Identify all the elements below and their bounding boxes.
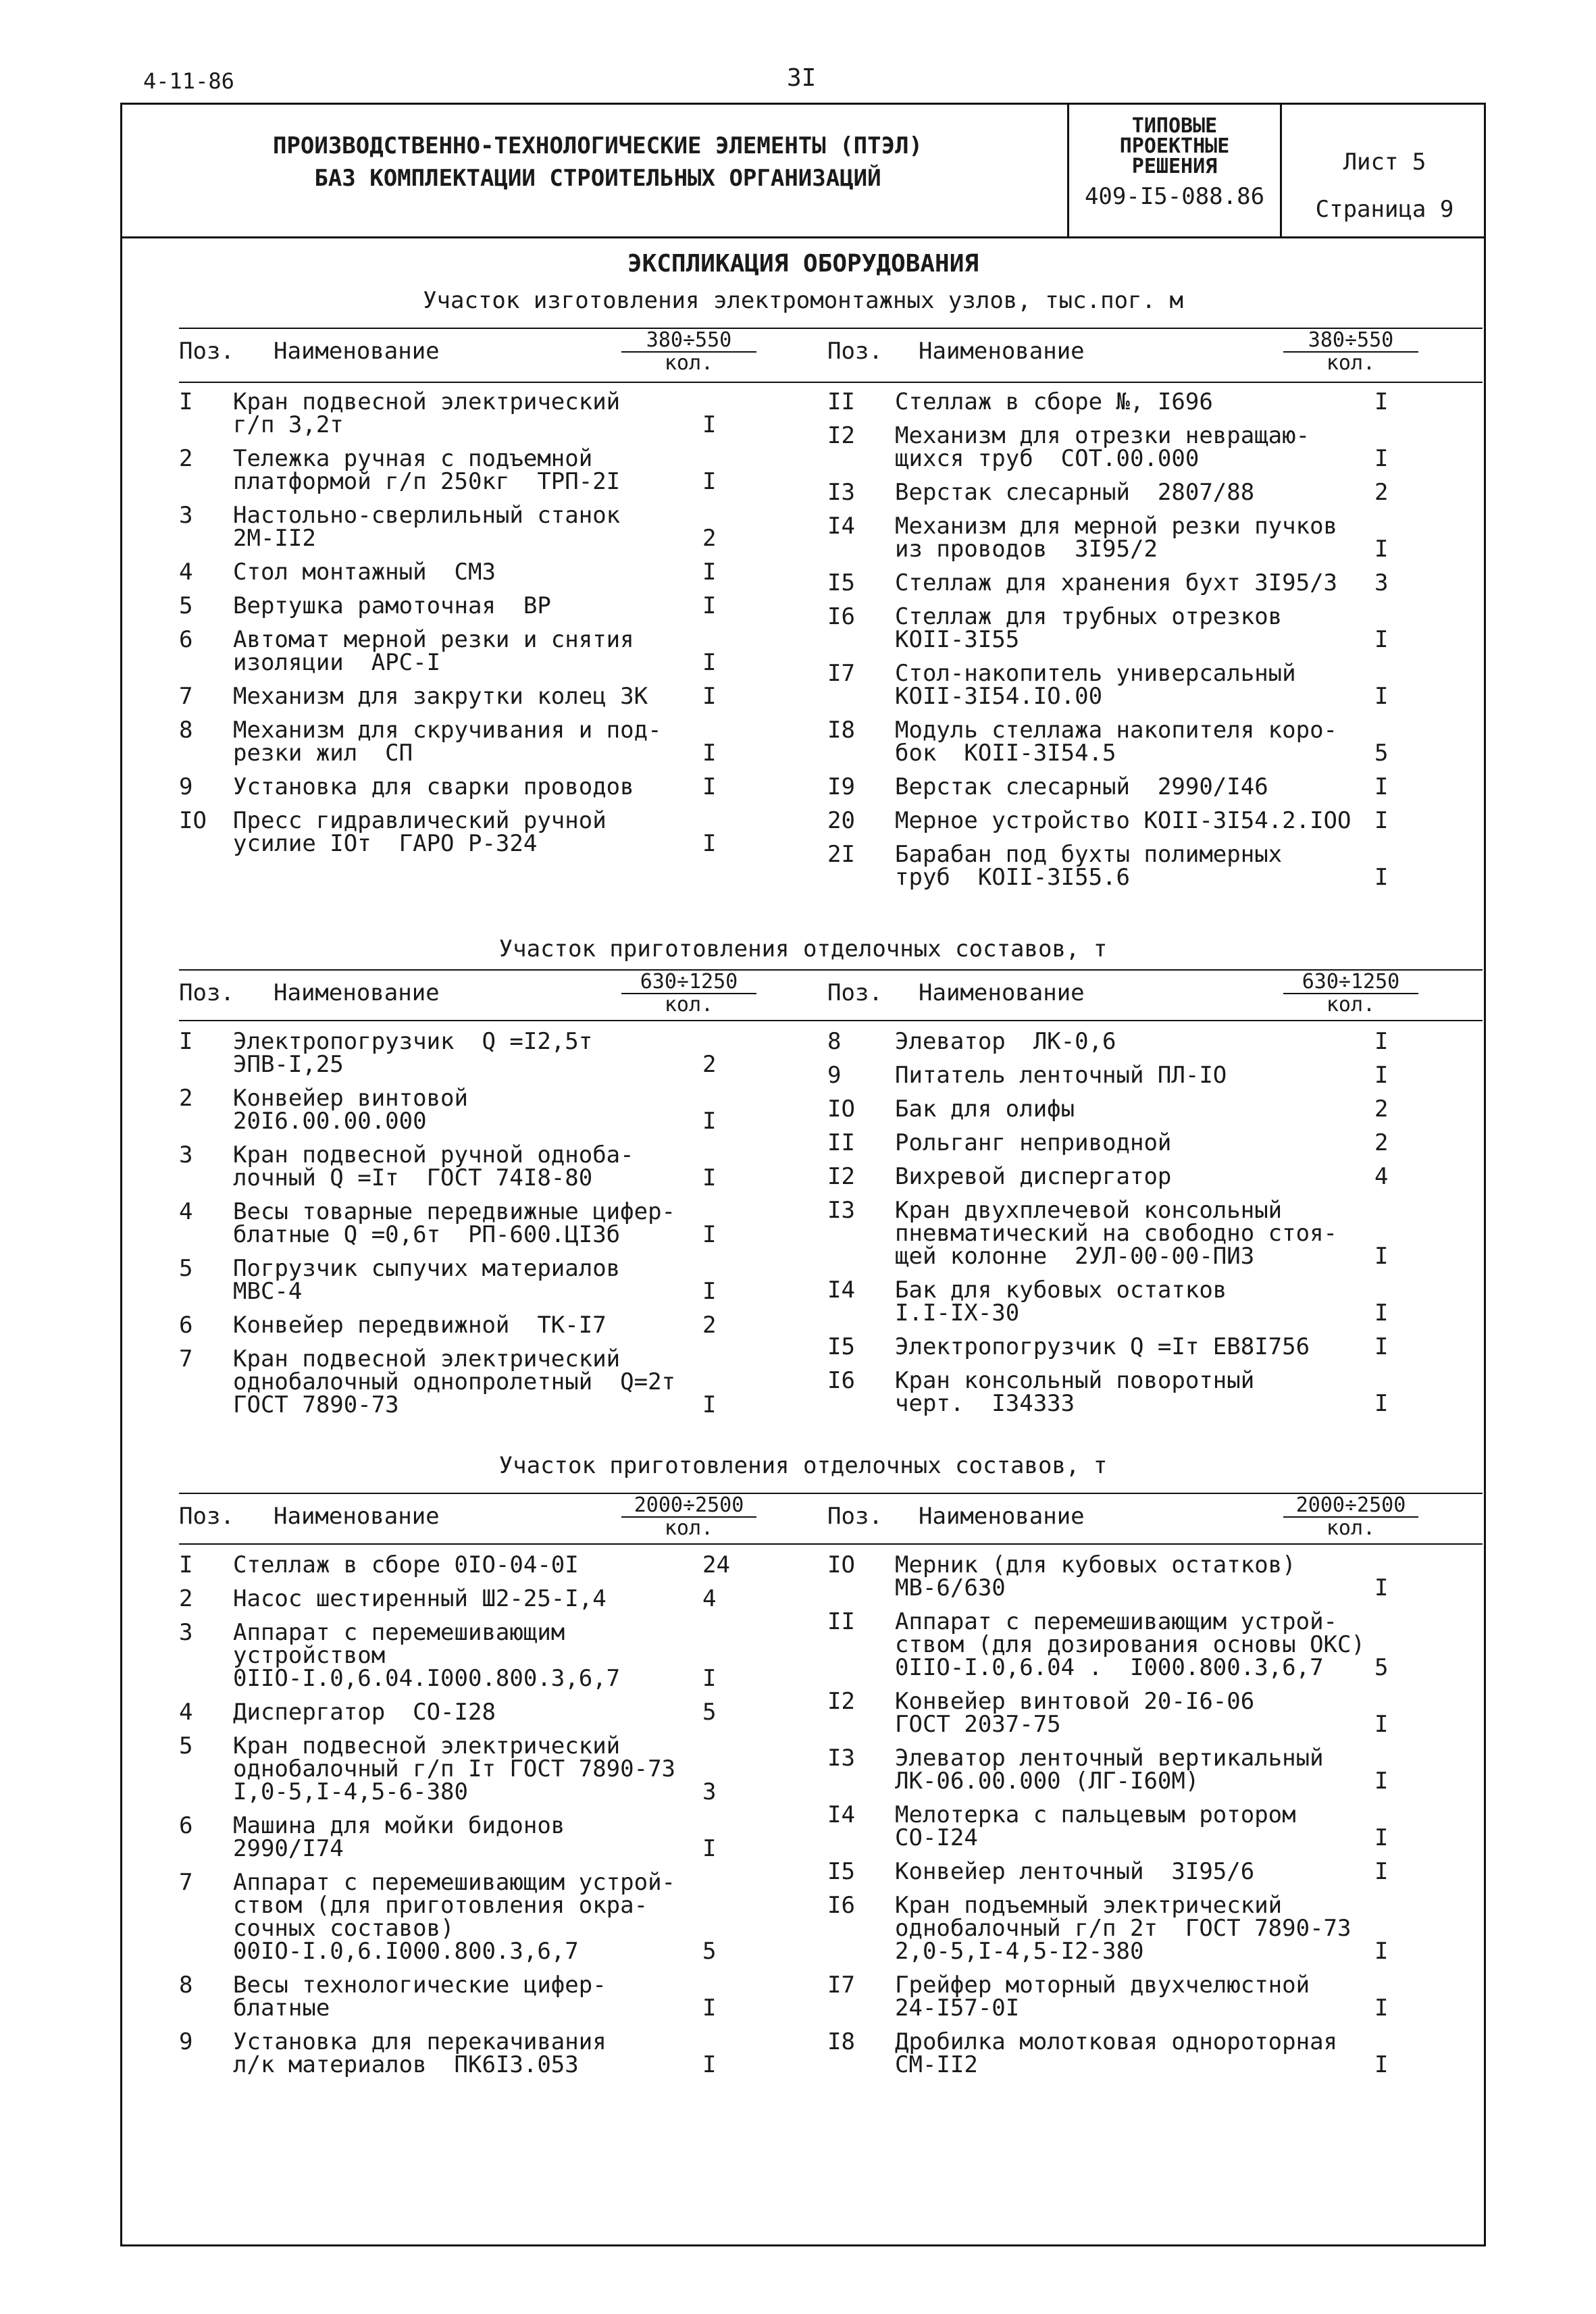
position-number: II [827,1608,855,1635]
page-label: Страница 9 [1315,196,1454,223]
equipment-name: Пресс гидравлический ручной усилие IОт ГАРО Р-324 [233,807,607,857]
position-number: 9 [827,1062,842,1089]
equipment-quantity: I [1374,1390,1389,1417]
equipment-quantity: I [702,1391,717,1418]
table-top-line [179,1493,1483,1494]
equipment-row [179,628,787,674]
equipment-quantity: 4 [1374,1163,1389,1190]
equipment-row [827,515,1462,561]
equipment-quantity: I [702,1221,717,1248]
equipment-row [179,1734,787,1803]
equipment-name: Кран консольный поворотный черт. I34333 [895,1367,1255,1417]
quantity-label: кол. [1326,993,1376,1017]
equipment-name: Машина для мойки бидонов 2990/I74 [233,1812,565,1862]
column-header-name: Наименование [274,979,440,1006]
document-code: 4-11-86 [143,68,234,94]
position-number: I6 [827,1367,855,1394]
title-line-1: ПРОИЗВОДСТВЕННО-ТЕХНОЛОГИЧЕСКИЕ ЭЛЕМЕНТЫ (ПТЭЛ) [272,132,923,159]
position-number: 3 [179,1141,193,1168]
title-block [128,130,1067,195]
position-number: 3 [179,1619,193,1646]
equipment-row [179,719,787,765]
equipment-quantity: I [702,649,717,676]
equipment-name: Конвейер передвижной ТК-I7 [233,1312,607,1339]
equipment-name: Механизм для мерной резки пучков из проводов 3I95/2 [895,513,1338,563]
equipment-quantity: I [702,1108,717,1135]
header-bottom-line [179,1543,1483,1545]
position-number: I6 [827,1892,855,1919]
equipment-quantity: I [1374,626,1389,653]
position-number: 7 [179,1869,193,1896]
quantity-header [1283,971,1418,1016]
equipment-row [179,1314,787,1337]
equipment-quantity: I [1374,683,1389,710]
equipment-quantity: I [1374,388,1389,415]
equipment-quantity: 5 [1374,1654,1389,1681]
position-number: I [179,388,193,415]
column-header-name: Наименование [274,1503,440,1530]
equipment-row [827,719,1462,765]
range-value: 2000÷2500 [1283,1495,1418,1518]
equipment-quantity: I [702,592,717,619]
position-number: 9 [179,2028,193,2055]
equipment-quantity: I [1374,807,1389,834]
equipment-row [179,561,787,584]
column-header-pos: Поз. [827,1503,883,1530]
position-number: II [827,388,855,415]
equipment-name: Грейфер моторный двухчелюстной 24-I57-0I [895,1972,1310,2022]
equipment-quantity: I [1374,1711,1389,1738]
equipment-quantity: I [702,468,717,495]
equipment-name: Механизм для скручивания и под- резки жил СП [233,717,662,767]
equipment-row [179,1621,787,1690]
equipment-row [827,843,1462,889]
equipment-name: Весы товарные передвижные цифер- блатные Q =0,6т РП-600.ЦI3б [233,1198,676,1248]
equipment-row [827,2030,1462,2076]
equipment-row [179,775,787,798]
equipment-quantity: I [702,830,717,857]
equipment-quantity: I [702,1278,717,1305]
section-title: Участок приготовления отделочных составов, т [498,1452,1108,1479]
equipment-row [827,775,1462,798]
equipment-row [827,1279,1462,1325]
equipment-row [179,1087,787,1133]
position-number: 2 [179,445,193,472]
equipment-name: Бак для олифы [895,1096,1075,1123]
equipment-quantity: 2 [1374,1129,1389,1156]
position-number: I3 [827,479,855,506]
equipment-row [179,1143,787,1189]
doc-number: 409-I5-088.86 [1084,183,1265,210]
position-number: 5 [179,1732,193,1759]
position-number: I2 [827,422,855,449]
position-number: IO [827,1551,855,1578]
equipment-row [179,1257,787,1303]
equipment-row [827,1030,1462,1053]
equipment-quantity: I [702,1835,717,1862]
equipment-quantity: 3 [1374,569,1389,596]
quantity-header [621,971,756,1016]
equipment-name: Стеллаж в сборе 0IO-04-0I [233,1551,579,1578]
equipment-name: Рольганг неприводной [895,1129,1172,1156]
equipment-quantity: I [702,2051,717,2078]
position-number: I8 [827,717,855,744]
equipment-name: Кран подвесной электрический г/п 3,2т [233,388,621,438]
position-number: 2 [179,1585,193,1612]
equipment-quantity: 24 [702,1551,730,1578]
table-top-line [179,969,1483,971]
equipment-quantity: I [702,411,717,438]
equipment-row [827,571,1462,594]
position-number: IO [827,1096,855,1123]
position-number: 8 [179,717,193,744]
sheet-block [1283,138,1486,233]
position-number: 5 [179,592,193,619]
typical-solutions-block [1069,114,1280,210]
equipment-quantity: 5 [702,1938,717,1965]
position-number: I8 [827,2028,855,2055]
quantity-label: кол. [664,351,714,375]
equipment-name: Установка для перекачивания л/к материалов ПК6I3.053 [233,2028,607,2078]
equipment-row [827,1860,1462,1883]
equipment-quantity: I [1374,1300,1389,1327]
position-number: I9 [827,773,855,800]
equipment-name: Механизм для закрутки колец ЗК [233,683,648,710]
equipment-quantity: 2 [702,1312,717,1339]
quantity-label: кол. [1326,1516,1376,1540]
equipment-name: Верстак слесарный 2807/88 [895,479,1255,506]
position-number: 4 [179,1699,193,1726]
position-number: I7 [827,660,855,687]
position-number: 9 [179,773,193,800]
equipment-row [827,809,1462,832]
header-bottom-line [179,1020,1483,1021]
position-number: I2 [827,1163,855,1190]
equipment-quantity: I [702,1164,717,1191]
position-number: 7 [179,1345,193,1372]
equipment-name: Кран подвесной электрический однобалочный г/п Iт ГОСТ 7890-73 I,0-5,I-4,5-6-380 [233,1732,676,1805]
position-number: I2 [827,1688,855,1715]
position-number: I7 [827,1972,855,1999]
equipment-row [179,390,787,436]
equipment-row [827,424,1462,470]
range-value: 630÷1250 [621,971,756,994]
range-value: 380÷550 [621,330,756,353]
equipment-quantity: 5 [1374,740,1389,767]
page-number: 3I [787,64,817,92]
equipment-row [827,1165,1462,1188]
quantity-header [1283,1495,1418,1539]
position-number: I [179,1551,193,1578]
column-header-pos: Поз. [179,1503,234,1530]
equipment-quantity: I [1374,1824,1389,1851]
quantity-header [1283,330,1418,374]
equipment-name: Весы технологические цифер- блатные [233,1972,607,2022]
equipment-quantity: I [1374,1243,1389,1270]
equipment-quantity: I [1374,1995,1389,2022]
equipment-name: Кран двухплечевой консольный пневматический на свободно стоя- щей колонне 2УЛ-00-00-ПИЗ [895,1197,1338,1270]
equipment-row [179,1030,787,1076]
equipment-row [827,1098,1462,1121]
equipment-quantity: 2 [1374,479,1389,506]
position-number: I3 [827,1197,855,1224]
quantity-label: кол. [664,993,714,1017]
equipment-quantity: 3 [702,1778,717,1805]
position-number: 20 [827,807,855,834]
position-number: 8 [827,1028,842,1055]
range-value: 630÷1250 [1283,971,1418,994]
equipment-quantity: I [1374,864,1389,891]
equipment-quantity: I [1374,1938,1389,1965]
position-number: 2I [827,841,855,868]
equipment-name: Мелотерка с пальцевым ротором СО-I24 [895,1801,1296,1851]
equipment-name: Вертушка рамоточная ВР [233,592,551,619]
equipment-row [827,1803,1462,1849]
equipment-row [827,605,1462,651]
equipment-row [179,1974,787,2020]
equipment-name: Элеватор ЛК-0,6 [895,1028,1116,1055]
equipment-name: Конвейер ленточный 3I95/6 [895,1858,1255,1885]
quantity-label: кол. [664,1516,714,1540]
equipment-quantity: 2 [702,1051,717,1078]
equipment-quantity: I [1374,445,1389,472]
equipment-name: Электропогрузчик Q =I2,5т ЭПВ-I,25 [233,1028,593,1078]
equipment-quantity: 2 [702,525,717,552]
equipment-name: Модуль стеллажа накопителя коро- бок КОII-3I54.5 [895,717,1338,767]
equipment-quantity: 5 [702,1699,717,1726]
position-number: I3 [827,1745,855,1772]
position-number: I5 [827,1333,855,1360]
position-number: IO [179,807,207,834]
position-number: II [827,1129,855,1156]
equipment-row [179,1200,787,1246]
position-number: I6 [827,603,855,630]
section-title: Участок приготовления отделочных составов, т [498,935,1108,962]
column-header-name: Наименование [274,338,440,365]
equipment-quantity: I [702,683,717,710]
equipment-row [179,1347,787,1416]
equipment-name: Питатель ленточный ПЛ-IO [895,1062,1227,1089]
typical-line-2: ПРОЕКТНЫЕ [1119,134,1230,158]
position-number: I4 [827,513,855,540]
equipment-row [179,809,787,855]
equipment-row [179,1587,787,1610]
equipment-name: Механизм для отрезки невращаю- щихся труб СОТ.00.000 [895,422,1310,472]
position-number: 5 [179,1255,193,1282]
equipment-name: Элеватор ленточный вертикальный ЛК-06.00.000 (ЛГ-I60М) [895,1745,1324,1795]
equipment-name: Мерник (для кубовых остатков) МВ-6/630 [895,1551,1296,1601]
position-number: I [179,1028,193,1055]
quantity-header [621,330,756,374]
position-number: 4 [179,1198,193,1225]
equipment-name: Стеллаж для хранения бухт 3I95/3 [895,569,1338,596]
equipment-name: Кран подвесной ручной одноба- лочный Q =Iт ГОСТ 74I8-80 [233,1141,634,1191]
equipment-name: Стеллаж для трубных отрезков КОII-3I55 [895,603,1283,653]
equipment-quantity: I [1374,1768,1389,1795]
equipment-row [827,481,1462,504]
equipment-name: Стол-накопитель универсальный КОII-3I54.IO.00 [895,660,1296,710]
position-number: 6 [179,626,193,653]
equipment-name: Электропогрузчик Q =Iт ЕВ8I756 [895,1333,1310,1360]
equipment-row [827,1131,1462,1154]
equipment-row [827,1747,1462,1793]
equipment-name: Кран подъемный электрический однобалочный г/п 2т ГОСТ 7890-73 2,0-5,I-4,5-I2-380 [895,1892,1352,1965]
equipment-quantity: I [702,1665,717,1692]
column-header-name: Наименование [919,338,1085,365]
equipment-name: Диспергатор СО-I28 [233,1699,496,1726]
equipment-row [827,1974,1462,2020]
equipment-row [827,1610,1462,1679]
equipment-name: Тележка ручная с подъемной платформой г/п 250кг ТРП-2I [233,445,621,495]
equipment-row [179,1814,787,1860]
equipment-name: Верстак слесарный 2990/I46 [895,773,1268,800]
typical-line-3: РЕШЕНИЯ [1131,155,1218,178]
equipment-quantity: I [1374,1858,1389,1885]
equipment-quantity: I [1374,1574,1389,1601]
equipment-name: Погрузчик сыпучих материалов МВС-4 [233,1255,621,1305]
quantity-label: кол. [1326,351,1376,375]
position-number: 7 [179,683,193,710]
equipment-row [827,1064,1462,1087]
equipment-row [827,1199,1462,1268]
position-number: 8 [179,1972,193,1999]
equipment-row [179,1871,787,1963]
position-number: 4 [179,559,193,586]
typical-line-1: ТИПОВЫЕ [1131,114,1218,138]
equipment-name: Насос шестиренный Ш2-25-I,4 [233,1585,607,1612]
equipment-row [827,1894,1462,1963]
equipment-quantity: I [1374,1062,1389,1089]
column-header-pos: Поз. [179,979,234,1006]
equipment-row [827,390,1462,413]
equipment-name: Установка для сварки проводов [233,773,634,800]
equipment-quantity: I [702,1995,717,2022]
equipment-name: Аппарат с перемешивающим устрой- ством (для приготовления окра- сочных составов) 00IO-I.0,6.I000.800.3,6,7 [233,1869,676,1965]
header-bottom-line [179,382,1483,383]
column-header-name: Наименование [919,1503,1085,1530]
column-header-name: Наименование [919,979,1085,1006]
equipment-name: Настольно-сверлильный станок 2М-II2 [233,502,621,552]
equipment-quantity: 4 [702,1585,717,1612]
equipment-name: Мерное устройство КОII-3I54.2.IOO [895,807,1352,834]
sheet-label: Лист 5 [1343,149,1426,176]
equipment-quantity: I [702,559,717,586]
equipment-name: Автомат мерной резки и снятия изоляции АРС-I [233,626,634,676]
equipment-name: Кран подвесной электрический однобалочный однопролетный Q=2т ГОСТ 7890-73 [233,1345,676,1418]
equipment-quantity: 2 [1374,1096,1389,1123]
equipment-name: Аппарат с перемешивающим устройством 0IIO-I.0,6.04.I000.800.3,6,7 [233,1619,621,1692]
equipment-quantity: I [1374,2051,1389,2078]
explication-title: ЭКСПЛИКАЦИЯ ОБОРУДОВАНИЯ [627,250,979,278]
equipment-name: Стеллаж в сборе №, I696 [895,388,1213,415]
equipment-row [827,1335,1462,1358]
equipment-quantity: I [1374,1333,1389,1360]
equipment-row [827,1369,1462,1415]
equipment-name: Конвейер винтовой 20-I6-06 ГОСТ 2037-75 [895,1688,1255,1738]
position-number: I5 [827,1858,855,1885]
equipment-row [179,504,787,550]
equipment-name: Конвейер винтовой 20I6.00.00.000 [233,1085,468,1135]
table-top-line [179,328,1483,329]
equipment-row [179,594,787,617]
equipment-quantity: I [1374,773,1389,800]
equipment-quantity: I [1374,536,1389,563]
equipment-row [179,1701,787,1724]
equipment-name: Стол монтажный СМЗ [233,559,496,586]
equipment-quantity: I [702,773,717,800]
position-number: 3 [179,502,193,529]
position-number: 6 [179,1312,193,1339]
equipment-name: Дробилка молотковая однороторная СМ-II2 [895,2028,1338,2078]
equipment-row [827,662,1462,708]
column-header-pos: Поз. [827,338,883,365]
equipment-name: Аппарат с перемешивающим устрой- ством (для дозирования основы ОКС) 0IIO-I.0,6.04 . I000.800.3,6,7 [895,1608,1365,1681]
position-number: 2 [179,1085,193,1112]
column-header-pos: Поз. [827,979,883,1006]
equipment-name: Барабан под бухты полимерных труб КОII-3I55.6 [895,841,1283,891]
equipment-row [179,685,787,708]
position-number: I4 [827,1277,855,1304]
title-bottom-line [120,236,1486,238]
title-line-2: БАЗ КОМПЛЕКТАЦИИ СТРОИТЕЛЬНЫХ ОРГАНИЗАЦИЙ [314,165,881,192]
equipment-row [179,1553,787,1576]
range-value: 380÷550 [1283,330,1418,353]
section-title: Участок изготовления электромонтажных узлов, тыс.пог. м [423,287,1183,314]
equipment-name: Бак для кубовых остатков I.I-IХ-30 [895,1277,1227,1327]
position-number: I4 [827,1801,855,1828]
range-value: 2000÷2500 [621,1495,756,1518]
equipment-quantity: I [702,740,717,767]
equipment-row [179,447,787,493]
position-number: 6 [179,1812,193,1839]
equipment-row [827,1553,1462,1599]
equipment-quantity: I [1374,1028,1389,1055]
title-divider [1280,103,1282,238]
quantity-header [621,1495,756,1539]
equipment-row [179,2030,787,2076]
equipment-row [827,1690,1462,1736]
column-header-pos: Поз. [179,338,234,365]
position-number: I5 [827,569,855,596]
equipment-name: Вихревой диспергатор [895,1163,1172,1190]
